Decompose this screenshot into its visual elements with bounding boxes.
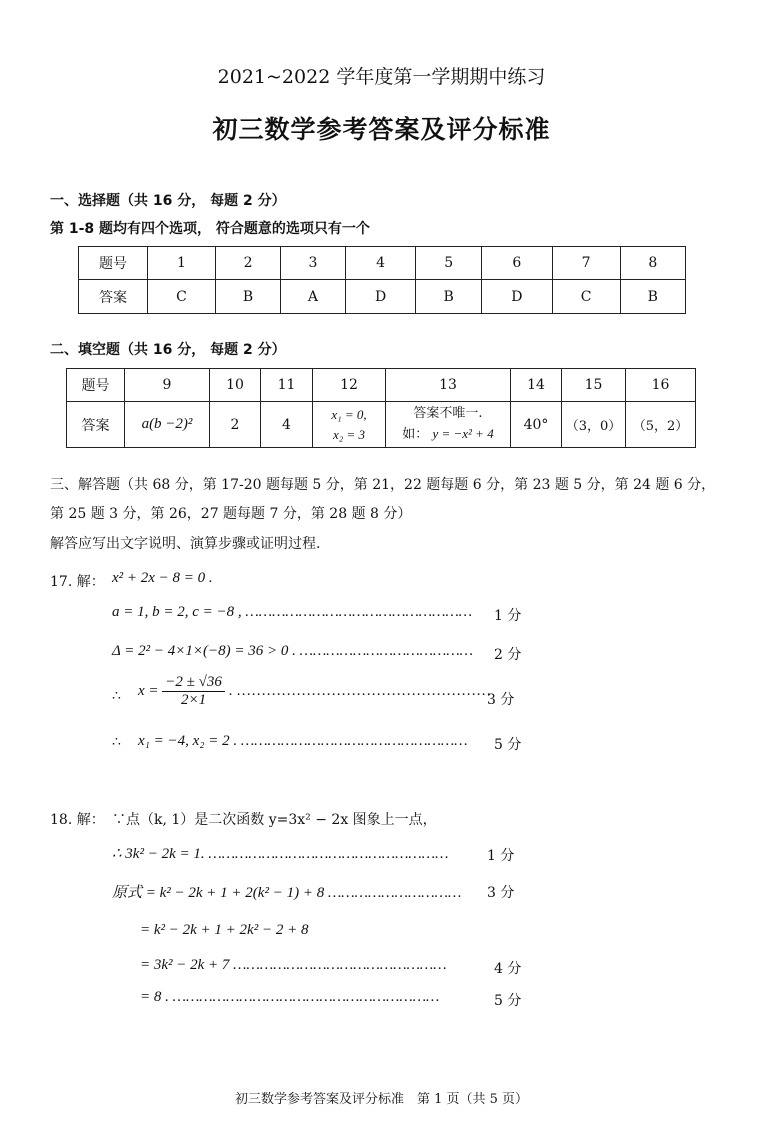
fill-a9: a(b −2)² xyxy=(125,402,210,448)
fill-a14: 40° xyxy=(511,402,562,448)
section3-instruction: 解答应写出文字说明、演算步骤或证明过程. xyxy=(50,536,321,552)
fill-a13-formula: y = −x² + 4 xyxy=(432,426,494,441)
problem17-step3-lhs: x = xyxy=(138,682,159,699)
choice-q4: 4 xyxy=(345,247,416,280)
problem17-step1: a = 1, b = 2, c = −8 , …………………………………………… xyxy=(112,604,473,620)
section1-heading: 一、选择题（共 16 分， 每题 2 分） xyxy=(50,193,286,209)
problem17-step3 xyxy=(138,674,491,709)
row-label-answer: 答案 xyxy=(67,402,125,448)
page-footer: 初三数学参考答案及评分标准 第 1 页（共 5 页） xyxy=(234,1092,529,1107)
choice-question-row xyxy=(79,247,686,280)
choice-q8: 8 xyxy=(620,247,685,280)
problem18-step5: = 8 . …………………………………………………… xyxy=(140,989,440,1005)
fill-a12-root2: x₂ = 3 xyxy=(332,426,366,442)
fill-a13-prefix: 如： xyxy=(402,427,429,442)
choice-q6: 6 xyxy=(481,247,552,280)
fill-q11: 11 xyxy=(261,369,313,402)
fill-question-row xyxy=(67,369,696,402)
choice-q1: 1 xyxy=(148,247,216,280)
fill-a12 xyxy=(313,402,386,448)
fill-q10: 10 xyxy=(210,369,261,402)
choice-a7: C xyxy=(552,280,620,314)
problem18-intro: ∵点（k, 1）是二次函数 y=3x² − 2x 图象上一点， xyxy=(112,812,437,828)
fill-q9: 9 xyxy=(125,369,210,402)
choice-answer-table xyxy=(78,246,686,314)
problem18-label: 18. 解： xyxy=(50,812,105,828)
problem17-step4-score: 5 分 xyxy=(494,737,522,753)
problem17-step2-score: 2 分 xyxy=(494,647,522,663)
choice-q5: 5 xyxy=(416,247,481,280)
problem18-step3: = k² − 2k + 1 + 2k² − 2 + 8 xyxy=(140,922,309,938)
section3-heading-line2: 第 25 题 3 分，第 26，27 题每题 7 分，第 28 题 8 分） xyxy=(50,506,412,522)
section2-heading: 二、填空题（共 16 分， 每题 2 分） xyxy=(50,342,286,358)
row-label-question: 题号 xyxy=(79,247,148,280)
fill-a12-root1: x₁ = 0, xyxy=(331,406,367,422)
problem18-step2: 原式 = k² − 2k + 1 + 2(k² − 1) + 8 ………………………… xyxy=(112,885,462,901)
problem17-step1-score: 1 分 xyxy=(494,608,522,624)
fill-a13 xyxy=(386,402,511,448)
row-label-answer: 答案 xyxy=(79,280,148,314)
choice-q7: 7 xyxy=(552,247,620,280)
problem17-therefore-1: ∴ xyxy=(112,688,121,704)
fraction-numerator: −2 ± √36 xyxy=(162,674,225,692)
problem18-step4: = 3k² − 2k + 7 ………………………………………… xyxy=(140,957,447,973)
choice-q3: 3 xyxy=(281,247,345,280)
fill-a10: 2 xyxy=(210,402,261,448)
choice-a8: B xyxy=(620,280,685,314)
choice-a6: D xyxy=(481,280,552,314)
section1-note: 第 1-8 题均有四个选项， 符合题意的选项只有一个 xyxy=(50,221,370,237)
fill-q15: 15 xyxy=(562,369,626,402)
problem17-step3-score: 3 分 xyxy=(487,692,515,708)
choice-a4: D xyxy=(345,280,416,314)
problem18-step5-score: 5 分 xyxy=(494,993,522,1009)
fill-a11: 4 xyxy=(261,402,313,448)
problem18-step1-score: 1 分 xyxy=(487,848,515,864)
problem17-step2: Δ = 2² − 4×1×(−8) = 36 > 0 . ………………………………… xyxy=(112,643,474,659)
fill-a13-example xyxy=(386,424,510,445)
choice-q2: 2 xyxy=(215,247,280,280)
problem17-step4: x₁ = −4, x₂ = 2 . …………………………………………… xyxy=(138,733,468,749)
problem18-step4-score: 4 分 xyxy=(494,961,522,977)
fill-q16: 16 xyxy=(626,369,696,402)
problem18-step1: ∴ 3k² − 2k = 1. ……………………………………………… xyxy=(112,846,449,862)
fill-a16: （5，2） xyxy=(626,402,696,448)
choice-a3: A xyxy=(281,280,345,314)
quadratic-formula-fraction xyxy=(162,674,225,709)
row-label-question: 题号 xyxy=(67,369,125,402)
choice-a1: C xyxy=(148,280,216,314)
fraction-denominator: 2×1 xyxy=(181,692,207,708)
page-title: 初三数学参考答案及评分标准 xyxy=(212,115,551,144)
problem17-therefore-2: ∴ xyxy=(112,734,121,750)
fill-q14: 14 xyxy=(511,369,562,402)
problem17-equation: x² + 2x − 8 = 0 . xyxy=(112,570,213,586)
problem17-step3-dots: . …………………………………………… xyxy=(228,682,492,699)
problem18-step2-score: 3 分 xyxy=(487,885,515,901)
fill-answer-table xyxy=(66,368,696,448)
choice-answer-row xyxy=(79,280,686,314)
fill-q12: 12 xyxy=(313,369,386,402)
choice-a5: B xyxy=(416,280,481,314)
fill-a15: （3，0） xyxy=(562,402,626,448)
section3-heading-line1: 三、解答题（共 68 分，第 17-20 题每题 5 分，第 21，22 题每题 6 分，第 23 题 5 分，第 24 题 6 分， xyxy=(50,477,716,493)
fill-answer-row xyxy=(67,402,696,448)
year-title: 2021~2022 学年度第一学期期中练习 xyxy=(217,66,546,88)
choice-a2: B xyxy=(215,280,280,314)
fill-a13-note: 答案不唯一. xyxy=(413,406,483,421)
fill-q13: 13 xyxy=(386,369,511,402)
problem17-label: 17. 解： xyxy=(50,574,105,590)
